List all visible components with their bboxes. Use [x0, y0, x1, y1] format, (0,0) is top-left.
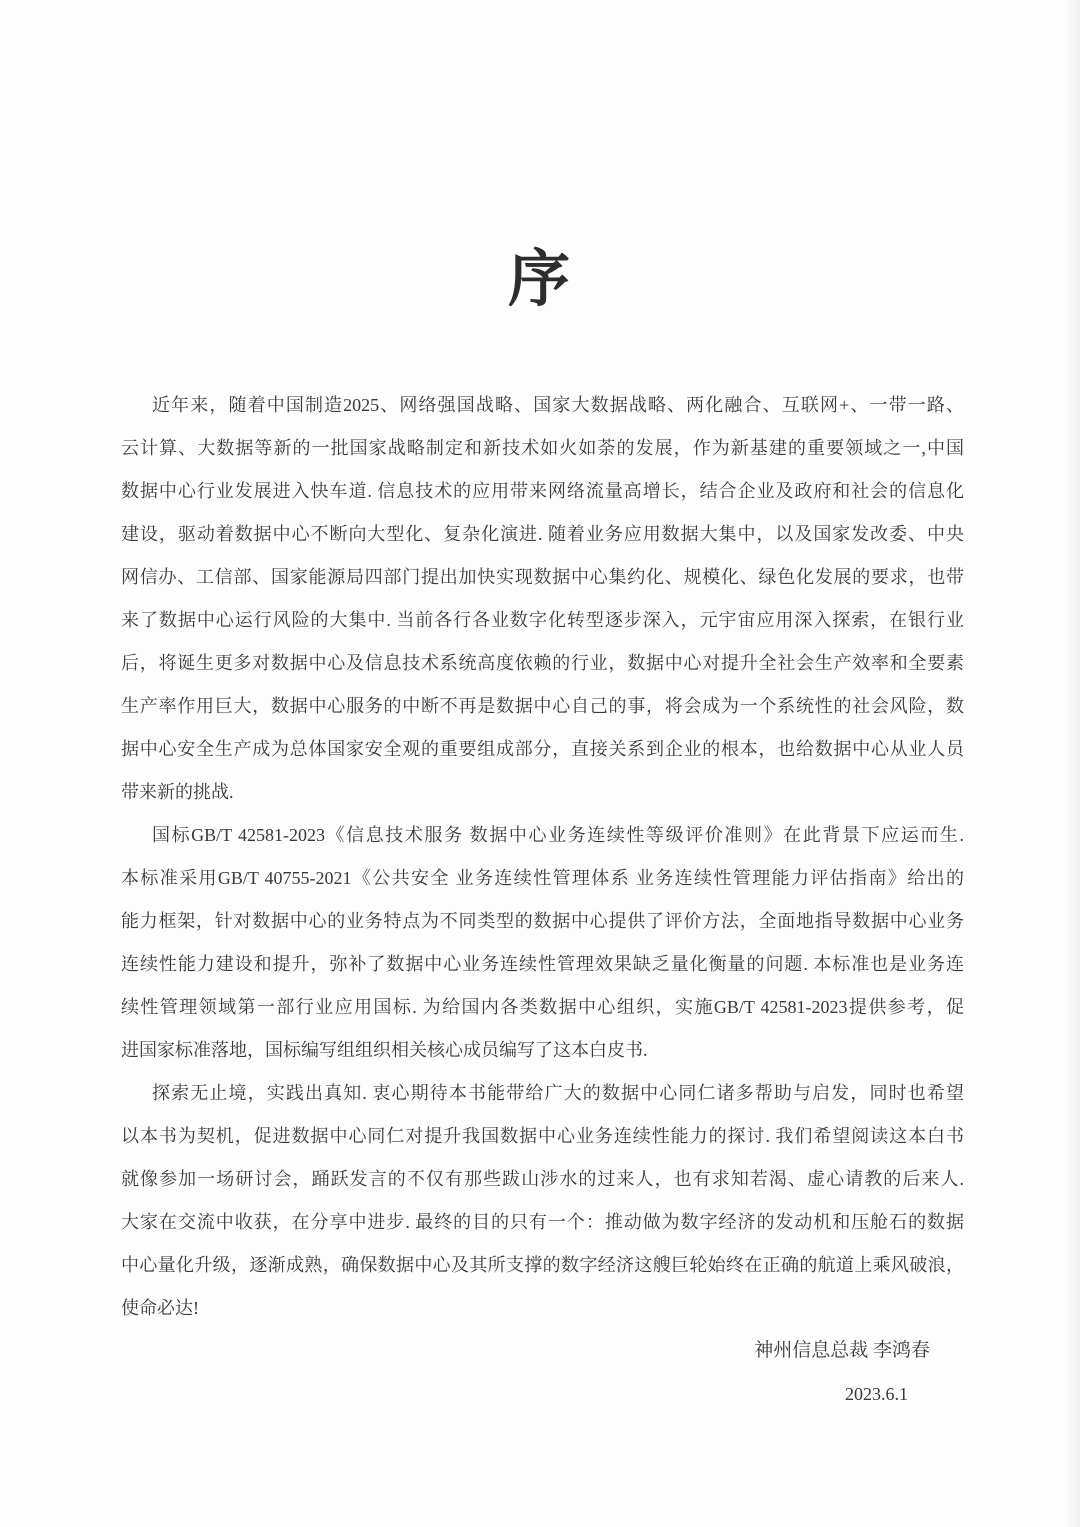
text-line: 来了数据中心运行风险的大集中. 当前各行各业数字化转型逐步深入，元宇宙应用深入探索，在银行业 [121, 610, 964, 630]
date: 2023.6.1 [845, 1384, 908, 1404]
text-line: 数据中心行业发展进入快车道. 信息技术的应用带来网络流量高增长，结合企业及政府和社会的信息化 [121, 481, 964, 501]
text-line: 使命必达! [121, 1298, 199, 1318]
text-line: 带来新的挑战. [121, 782, 234, 802]
preface-body [121, 384, 964, 1330]
text-line: 大家在交流中收获，在分享中进步. 最终的目的只有一个：推动做为数字经济的发动机和压舱石的数据 [121, 1212, 964, 1232]
text-line: 近年来，随着中国制造2025、网络强国战略、国家大数据战略、两化融合、互联网+、一带一路、 [152, 395, 964, 415]
page-title: 序 [507, 246, 572, 314]
signature: 神州信息总裁 李鸿春 [754, 1340, 930, 1361]
text-line: 以本书为契机，促进数据中心同仁对提升我国数据中心业务连续性能力的探讨. 我们希望阅读这本白书 [121, 1126, 964, 1146]
text-line: 后，将诞生更多对数据中心及信息技术系统高度依赖的行业，数据中心对提升全社会生产效率和全要素 [121, 653, 964, 673]
text-line: 云计算、大数据等新的一批国家战略制定和新技术如火如荼的发展，作为新基建的重要领域之一,中国 [121, 438, 964, 458]
text-line: 网信办、工信部、国家能源局四部门提出加快实现数据中心集约化、规模化、绿色化发展的要求，也带 [121, 567, 964, 587]
text-line: 能力框架，针对数据中心的业务特点为不同类型的数据中心提供了评价方法，全面地指导数据中心业务 [121, 911, 964, 931]
text-line: 连续性能力建设和提升，弥补了数据中心业务连续性管理效果缺乏量化衡量的问题. 本标准也是业务连 [121, 954, 964, 974]
text-line: 中心量化升级，逐渐成熟，确保数据中心及其所支撑的数字经济这艘巨轮始终在正确的航道上乘风破浪， [121, 1255, 964, 1275]
text-line: 生产率作用巨大，数据中心服务的中断不再是数据中心自己的事，将会成为一个系统性的社会风险，数 [121, 696, 964, 716]
text-line: 建设，驱动着数据中心不断向大型化、复杂化演进. 随着业务应用数据大集中，以及国家发改委、中央 [121, 524, 964, 544]
text-line: 国标GB/T 42581-2023《信息技术服务 数据中心业务连续性等级评价准则》在此背景下应运而生. [152, 825, 964, 845]
text-line: 进国家标准落地，国标编写组组织相关核心成员编写了这本白皮书. [121, 1040, 648, 1060]
text-line: 探索无止境，实践出真知. 衷心期待本书能带给广大的数据中心同仁诸多帮助与启发，同时也希望 [152, 1083, 964, 1103]
text-line: 本标准采用GB/T 40755-2021《公共安全 业务连续性管理体系 业务连续性管理能力评估指南》给出的 [121, 868, 964, 888]
text-line: 就像参加一场研讨会，踊跃发言的不仅有那些跋山涉水的过来人，也有求知若渴、虚心请教的后来人. [121, 1169, 964, 1189]
text-line: 续性管理领域第一部行业应用国标. 为给国内各类数据中心组织，实施GB/T 42581-2023提供参考，促 [121, 997, 964, 1017]
text-line: 据中心安全生产成为总体国家安全观的重要组成部分，直接关系到企业的根本，也给数据中心从业人员 [121, 739, 964, 759]
